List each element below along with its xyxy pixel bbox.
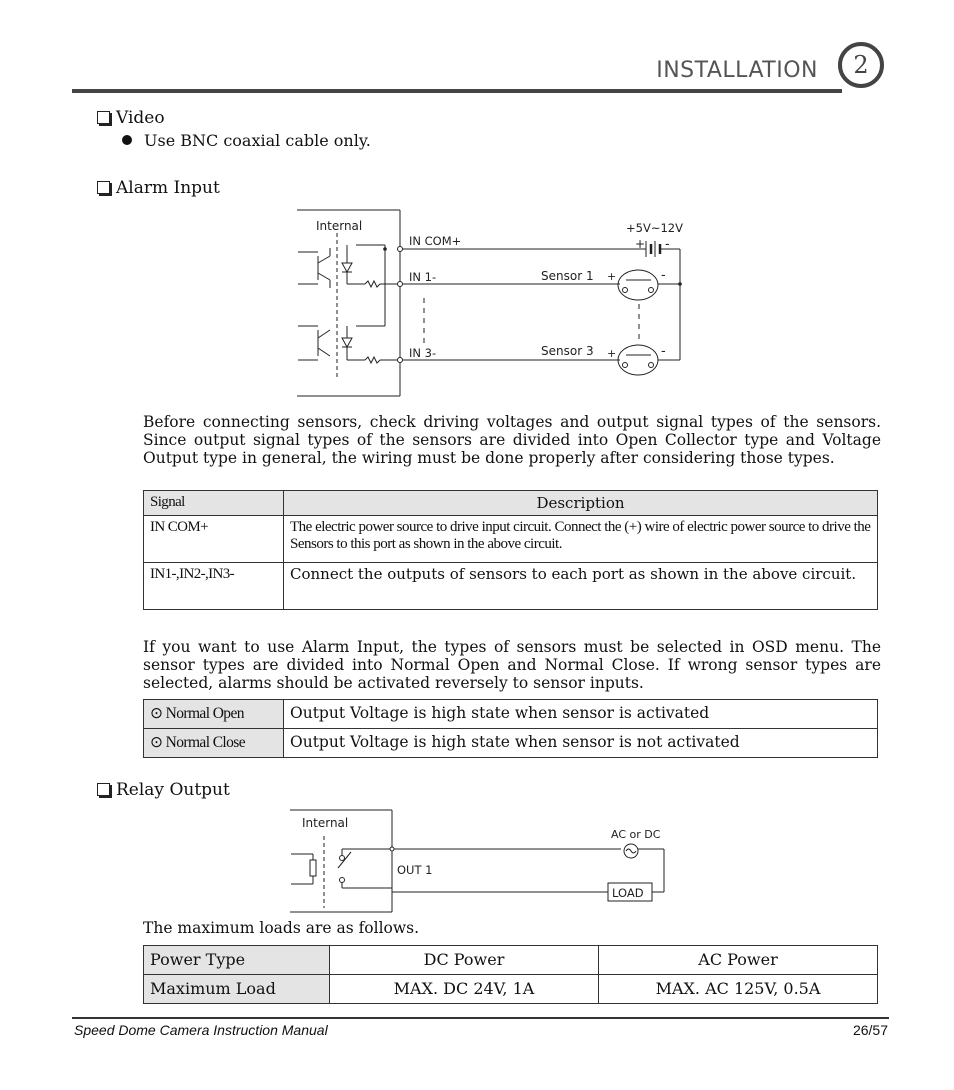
sensor1-minus-label: - [661, 268, 666, 283]
video-heading [97, 108, 165, 128]
checkbox-icon [97, 181, 110, 194]
supply-voltage-label: +5V~12V [626, 221, 683, 235]
table-header-cell: Signal [144, 491, 284, 516]
alarm-input-heading-label: Alarm Input [116, 178, 220, 198]
table-header-cell: AC Power [599, 946, 878, 975]
in-com-label: IN COM+ [409, 234, 462, 248]
ac-dc-label: AC or DC [611, 828, 661, 841]
battery-minus-label: - [665, 237, 670, 252]
table-header-cell: DC Power [330, 946, 599, 975]
sensor-type-table [143, 699, 878, 758]
sensor-type-description: Output Voltage is high state when sensor is not activated [284, 729, 878, 758]
sensor-type-paragraph: If you want to use Alarm Input, the types of sensors must be selected in OSD menu. The sensor types are divided into Normal Open and Normal Close. If wrong sensor types are selected, alarms should be activated reversely to sensor inputs. [143, 638, 881, 692]
chapter-number: 2 [853, 51, 869, 79]
checkbox-icon [97, 783, 110, 796]
relay-output-heading-label: Relay Output [116, 780, 230, 800]
sensor3-plus-label: + [607, 347, 617, 360]
table-header-cell: Power Type [144, 946, 330, 975]
load-label: LOAD [612, 886, 644, 900]
table-row [144, 975, 878, 1004]
in3-label: IN 3- [409, 346, 437, 360]
table-cell: Maximum Load [144, 975, 330, 1004]
in1-label: IN 1- [409, 270, 437, 284]
sensor3-label: Sensor 3 [541, 344, 594, 358]
sensor-type-description: Output Voltage is high state when sensor is activated [284, 700, 878, 729]
relay-output-diagram [288, 808, 672, 914]
video-bullet [122, 131, 371, 150]
table-row [144, 516, 878, 563]
sensor1-label: Sensor 1 [541, 269, 594, 283]
alarm-input-heading [97, 178, 220, 198]
video-bullet-text: Use BNC coaxial cable only. [144, 131, 371, 150]
table-header-row [144, 491, 878, 516]
bullet-icon [122, 135, 132, 145]
sensor-type-label: Normal Close [165, 734, 246, 751]
section-title: INSTALLATION [656, 58, 818, 83]
relay-output-heading [97, 780, 230, 800]
chapter-badge [838, 42, 884, 88]
out1-label: OUT 1 [397, 863, 433, 877]
table-row [144, 729, 878, 758]
description-cell: Connect the outputs of sensors to each port as shown in the above circuit. [284, 563, 878, 610]
loads-intro: The maximum loads are as follows. [143, 919, 420, 937]
table-cell: MAX. DC 24V, 1A [330, 975, 599, 1004]
loads-table [143, 945, 878, 1004]
table-header-cell: Description [284, 491, 878, 516]
alarm-input-diagram [290, 208, 690, 400]
relay-internal-label: Internal [302, 816, 349, 830]
radio-icon: ⊙ [150, 705, 163, 722]
checkbox-icon [97, 111, 110, 124]
footer-rule [72, 1017, 889, 1019]
radio-icon: ⊙ [150, 734, 163, 751]
alarm-internal-label: Internal [316, 219, 363, 233]
sensor3-minus-label: - [661, 344, 666, 359]
signal-table [143, 490, 878, 610]
table-row [144, 700, 878, 729]
alarm-paragraph: Before connecting sensors, check driving voltages and output signal types of the sensors. Since output signal types of the sensors are divided into Open Collector type and Voltage Output type in general, the wiring must be done properly after considering those types. [143, 413, 881, 467]
sensor-type-cell [144, 729, 284, 758]
sensor-type-cell [144, 700, 284, 729]
description-cell: The electric power source to drive input circuit. Connect the (+) wire of electric power source to drive the Sensors to this port as shown in the above circuit. [284, 516, 878, 563]
signal-cell: IN1-,IN2-,IN3- [144, 563, 284, 610]
footer-title: Speed Dome Camera Instruction Manual [74, 1022, 328, 1038]
sensor-type-label: Normal Open [165, 705, 244, 722]
table-cell: MAX. AC 125V, 0.5A [599, 975, 878, 1004]
battery-plus-label: + [635, 237, 646, 251]
table-row [144, 946, 878, 975]
table-row [144, 563, 878, 610]
signal-cell: IN COM+ [144, 516, 284, 563]
header-rule [72, 89, 842, 93]
sensor1-plus-label: + [607, 270, 617, 283]
video-heading-label: Video [116, 108, 165, 128]
page-number: 26/57 [852, 1022, 888, 1038]
